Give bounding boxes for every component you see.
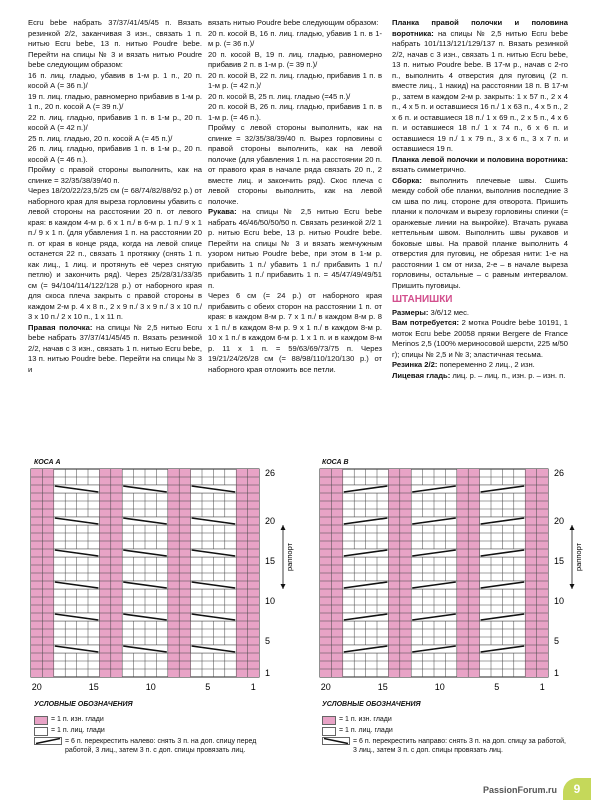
repeat-arrow-head — [570, 525, 575, 530]
paragraph: 20 п. косой В, 25 п. лиц. гладью (=45 п.)/ — [208, 91, 351, 101]
paragraph: Через 18/20/22/23,5/25 см (= 68/74/82/88/92 р.) от наборного края для выреза горловины убавить с левой стороны на расстоянии 20 п. от левого края: в каждом 4-м р. 6 х 1 п./ в 6-м р. 1 п./ 9 х 1 п./ 9 х 1 п. (для убавления 1 п. на расстоянии 20 п. от края в конце ряда, когда на левой спице останется 22 п., связать 1 протяжку (снять 1 п. как лиц., 1 лиц. и протянуть её через снятую петлю) и закончить ряд). Через 25/28/31/33/35 см (= 94/104/114/122/128 р.) от наборного края для скоса плеча закрыть с правой стороны в каждом 2-м р. 4 х 8 п., 2 х 9 п./ 3 х 9 п./ 3 х 10 п./ 3 х 10 п./ 2 х 10 п., 1 х 11 п. — [28, 186, 202, 321]
paragraph: 20 п. косой В, 19 п. лиц. гладью, равномерно прибавив 2 п. в 1-м р. (= 39 п.)/ — [208, 49, 382, 69]
repeat-label: раппорт — [285, 542, 294, 572]
paragraph-body: выполнить плечевые швы. Сшить между собой обе планки, выполнив последние 3 см шва по лиц. стороне для отворота. Пришить планки к полочкам и вырезу горловины спинки (= оранжевые линии на выкройке). Втачать рукава кеттельным швом. Выполнить швы рукавов и боковые швы. На правой планке выполнить 4 отверстия для пуговиц, не обрезая нити: 1-е на расстоянии 1 см от низа, 2-е – в начале выреза горловины, остальные – с равным интервалом. Пришить пуговицы. — [392, 175, 568, 290]
cable-left-icon — [34, 737, 62, 745]
paragraph: вязать нитью Poudre bebe следующим образом: — [208, 18, 379, 27]
paragraph-body: на спицы № 2,5 нитью Ecru bebe набрать 101/113/121/129/137 п. Вязать резинкой 2/2, начав с 3 изн., связать 1 п. нитью Ecru bebe, 13 п. нитью Poudre bebe. В 17-м р., начав с 2-го п., выполнить 4 отверстия для пуговиц (2 п. вместе лиц., 1 накид) на расстоянии 18 п. В 17-м р., затем в каждом 2-м р. закрыть: 1 х 57 п., 2 х 4 п., 4 х 5 п. и оставшиеся 16 п./ 1 х 63 п., 4 х 5 п., 2 х 6 п. и оставшиеся 18 п./ 1 х 69 п., 2 х 5 п., 4 х 6 п. и оставшиеся 18 п./ 1 х 74 п., 6 х 6 п. и оставшиеся 19 п./ 1 х 79 п., 3 х 6 п., 3 х 7 п. и оставшиеся 19 п. — [392, 28, 568, 153]
chart-title-a: КОСА А — [34, 459, 61, 466]
legend-purl-text: = 1 п. изн. глади — [51, 715, 104, 723]
repeat-arrow-head — [570, 584, 575, 589]
chart-title-b: КОСА В — [322, 459, 349, 466]
paragraph: Через 6 см (= 24 р.) от наборного края прибавить с обеих сторон на расстоянии 1 п. от края: в каждом 8-м р. 7 х 1 п./ в каждом 8-м р. 8 х 1 п./ в каждом 8-м р. 9 х 1 п./ в каждом 8-м р. 10 х 1 п./ в каждом 6-м р. 1 х 1 п. и в каждом 8-м р. 11 х 1 п. = 59/63/69/73/75 п. Через 19/21/24/26/28 см (= 88/98/110/120/130 р.) от наборного края отложить все петли. — [208, 291, 382, 374]
knit-swatch — [322, 727, 336, 736]
y-tick-label: 1 — [265, 668, 271, 678]
legend-a — [34, 700, 274, 757]
paragraph-body: 2 мотка Poudre bebe 10191, 1 моток Ecru bebe 20058 пряжи Bergere de France Merinos 2,5 (100% мериносовой шерсти, 225 м/50 г); спицы № 2,5 и № 3; эластичная тесьма. — [392, 318, 569, 359]
y-tick-label: 5 — [554, 636, 560, 646]
x-tick-label: 10 — [145, 682, 156, 692]
paragraph-body: вязать симметрично. — [392, 165, 467, 174]
paragraph: 22 п. лиц. гладью, прибавив 1 п. в 1-м р., 20 п. косой А (= 42 п.)/ — [28, 112, 202, 132]
paragraph: 20 п. косой В, 22 п. лиц. гладью, прибавив 1 п. в 1-м р. (= 42 п.)/ — [208, 70, 382, 90]
paragraph-body: на спицы № 2,5 нитью Ecru bebe набрать 46/46/50/50/50 п. Связать резинкой 2/2 1 р. нитью Ecru bebe, 13 р. нитью Poudre bebe. Перейти на спицы № 3 и вязать жемчужным узором нитью Poudre bebe, при этом в 1-м р. прибавить 1 п./ убавить 1 п./ прибавить 1 п./ прибавить 1 п./ прибавить 1 п. = 45/47/49/49/51 п. — [208, 207, 382, 290]
paragraph-body: на спицы № 2,5 нитью Ecru bebe набрать 37/37/41/45/45 п. Вязать резинкой 2/2, начав с 3 изн., связать 1 п. нитью Ecru bebe, 13 п. нитью Poudre bebe. Перейти на спицы № 3 и — [28, 322, 202, 374]
x-tick-label: 20 — [320, 682, 331, 692]
legend-knit-text: = 1 п. лиц. глади — [51, 726, 105, 734]
paragraph-lead: Планка правой полочки и половина воротника: — [392, 18, 568, 38]
paragraph-lead: Планка левой полочки и половина воротника: — [392, 154, 568, 164]
y-tick-label: 26 — [265, 468, 276, 478]
repeat-arrow-head — [281, 584, 286, 589]
section-title-shorts: ШТАНИШКИ — [392, 294, 453, 305]
x-tick-label: 15 — [377, 682, 388, 692]
y-tick-label: 10 — [554, 596, 565, 606]
y-tick-label: 15 — [554, 556, 565, 566]
legend-knit-text: = 1 п. лиц. глади — [339, 726, 393, 734]
paragraph-lead: Вам потребуется: — [392, 318, 460, 327]
paragraph: 26 п. лиц. гладью, прибавив 1 п. в 1-м р., 20 п. косой А (= 46 п.). — [28, 144, 202, 164]
legend-title: УСЛОВНЫЕ ОБОЗНАЧЕНИЯ — [34, 701, 133, 708]
paragraph-lead: Лицевая гладь: — [392, 370, 451, 380]
paragraph-lead: Рукава: — [208, 207, 237, 216]
x-tick-label: 10 — [434, 682, 445, 692]
site-watermark: PassionForum.ru — [482, 785, 557, 795]
paragraph: Пройму с левой стороны выполнить, как на спинке = 32/35/38/39/40 п. Вырез горловины с правой стороны выполнить, как на левой полочке (для убавления 1 п. на расстоянии 20 п. от правого края в начале ряда связать 20 п., 2 вместе лиц. и закончить ряд). Скос плеча с левой стороны выполнить, как на левой полочке. — [208, 123, 382, 206]
y-tick-label: 15 — [265, 556, 276, 566]
y-tick-label: 1 — [554, 668, 560, 678]
page-number: 9 — [563, 778, 591, 800]
y-tick-label: 26 — [554, 468, 565, 478]
purl-swatch — [322, 716, 336, 725]
cable-right-icon — [322, 737, 350, 745]
x-tick-label: 1 — [539, 682, 545, 692]
legend-title: УСЛОВНЫЕ ОБОЗНАЧЕНИЯ — [322, 701, 421, 708]
x-tick-label: 5 — [494, 682, 500, 692]
y-tick-label: 5 — [265, 636, 271, 646]
paragraph: 25 п. лиц. гладью, 20 п. косой А (= 45 п.)/ — [28, 133, 173, 143]
repeat-arrow-head — [281, 525, 286, 530]
x-tick-label: 5 — [205, 682, 211, 692]
purl-swatch — [34, 716, 48, 725]
paragraph: Ecru bebe набрать 37/37/41/45/45 п. Вязать резинкой 2/2, заканчивая 3 изн., связать 1 п. нитью Ecru bebe, 13 п. нитью Poudre bebe. Перейти на спицы № 3 и вязать нитью Poudre bebe следующим образом: — [28, 18, 202, 69]
legend-cable-text: = 6 п. перекрестить направо: снять 3 п. на доп. спицу за работой, 3 лиц., затем 3 п. с доп. спицы провязать лиц. — [353, 737, 566, 754]
y-tick-label: 20 — [265, 516, 276, 526]
paragraph: 19 п. лиц. гладью, равномерно прибавив в 1-м р. 1 п., 20 п. косой А (= 39 п.)/ — [28, 91, 202, 111]
paragraph-lead: Сборка: — [392, 175, 422, 185]
y-tick-label: 20 — [554, 516, 565, 526]
paragraph: Пройму с правой стороны выполнить, как на спинке = 32/35/38/39/40 п. — [28, 165, 202, 185]
paragraph: 16 п. лиц. гладью, убавив в 1-м р. 1 п., 20 п. косой А (= 36 п.)/ — [28, 70, 202, 90]
paragraph: 20 п. косой В, 26 п. лиц. гладью, прибавив 1 п. в 1-м р. (= 46 п.). — [208, 102, 382, 122]
y-tick-label: 10 — [265, 596, 276, 606]
paragraph-body: лиц. р. – лиц. п., изн. р. – изн. п. — [450, 370, 566, 380]
x-tick-label: 15 — [88, 682, 99, 692]
paragraph-body: попеременно 2 лиц., 2 изн. — [437, 360, 535, 369]
paragraph-body: 3/6/12 мес. — [428, 307, 470, 317]
knit-swatch — [34, 727, 48, 736]
paragraph: 20 п. косой В, 16 п. лиц. гладью, убавив 1 п. в 1-м р. (= 36 п.)/ — [208, 28, 382, 48]
x-tick-label: 1 — [250, 682, 256, 692]
legend-b — [322, 700, 567, 757]
x-tick-label: 20 — [31, 682, 42, 692]
legend-cable-text: = 6 п. перекрестить налево: снять 3 п. на доп. спицу перед работой, 3 лиц., затем 3 п. с доп. спицы провязать лиц. — [65, 737, 257, 754]
paragraph-lead: Размеры: — [392, 307, 429, 317]
legend-purl-text: = 1 п. изн. глади — [339, 715, 392, 723]
paragraph-lead: Правая полочка: — [28, 322, 93, 332]
repeat-label: раппорт — [574, 542, 583, 572]
paragraph-lead: Резинка 2/2: — [392, 360, 438, 369]
